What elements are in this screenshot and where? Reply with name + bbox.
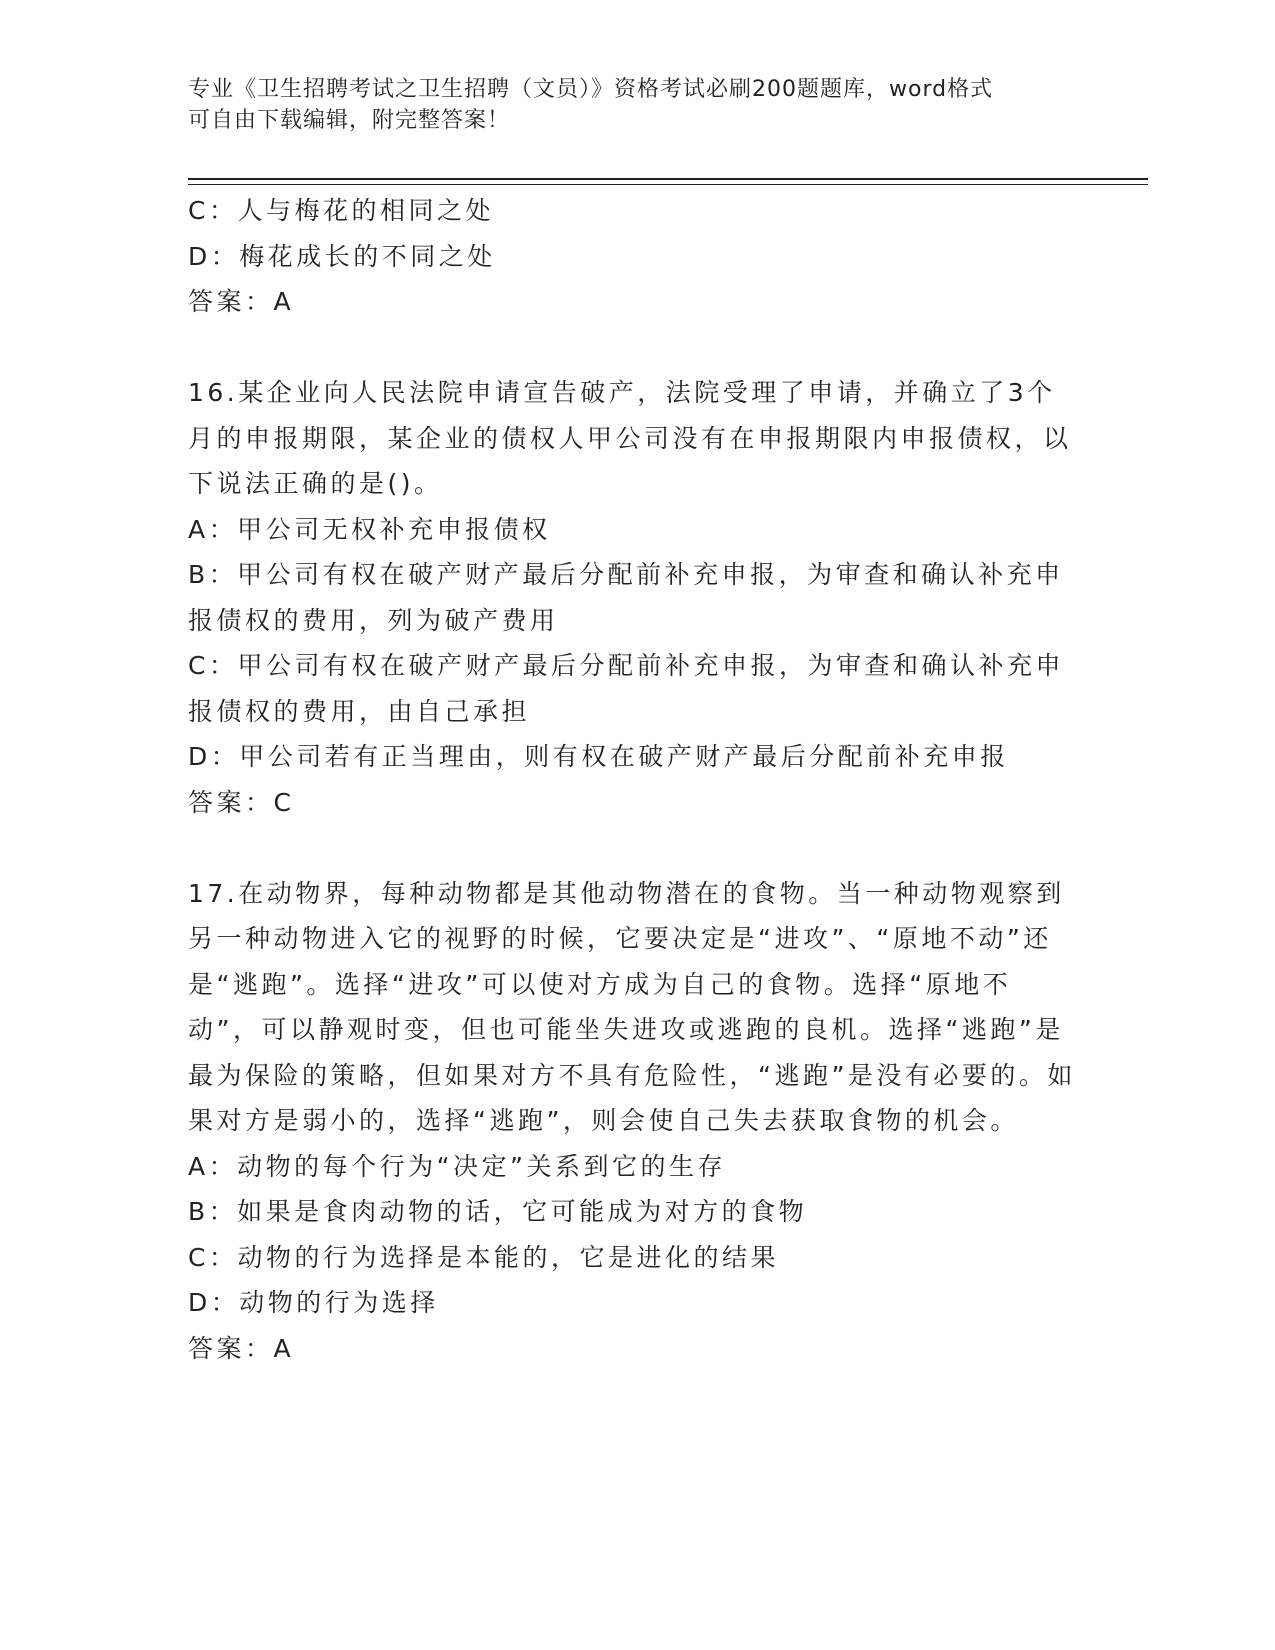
header-line-2: 可自由下载编辑，附完整答案！ [188,108,511,133]
question-content [188,188,1078,1371]
option-c: C：动物的行为选择是本能的，它是进化的结果 [188,1242,779,1272]
answer: 答案：A [188,1333,295,1363]
option-d: D：动物的行为选择 [188,1288,439,1317]
option-b: B：甲公司有权在破产财产最后分配前补充申报，为审查和确认补充申报债权的费用，列为破产费用 [188,560,1064,635]
option-d: D：梅花成长的不同之处 [188,241,496,271]
header-line-1: 专业《卫生招聘考试之卫生招聘（文员）》资格考试必刷200题题库，word格式 [188,77,994,102]
option-a: A：动物的每个行为“决定”关系到它的生存 [188,1151,727,1181]
option-b: B：如果是食肉动物的话，它可能成为对方的食物 [188,1197,808,1226]
option-a: A：甲公司无权补充申报债权 [188,514,551,544]
page-header [188,74,1088,136]
question-stem: 16.某企业向人民法院申请宣告破产，法院受理了申请，并确立了3个月的申报期限，某企业的债权人甲公司没有在申报期限内申报债权，以下说法正确的是()。 [188,378,1072,498]
option-c: C：甲公司有权在破产财产最后分配前补充申报，为审查和确认补充申报债权的费用，由自己承担 [188,651,1064,726]
header-divider-thin [188,184,1148,185]
previous-question-tail [188,188,1078,325]
option-d: D：甲公司若有正当理由，则有权在破产财产最后分配前补充申报 [188,742,1009,771]
header-divider-thick [188,178,1148,180]
question-16 [188,370,1078,825]
answer: 答案：C [188,787,295,817]
answer: 答案：A [188,287,295,316]
option-c: C：人与梅花的相同之处 [188,196,494,225]
question-17 [188,871,1078,1372]
question-stem: 17.在动物界，每种动物都是其他动物潜在的食物。当一种动物观察到另一种动物进入它的视野的时候，它要决定是“进攻”、“原地不动”还是“逃跑”。选择“进攻”可以使对方成为自己的食物。选择“原地不动”，可以静观时变，但也可能坐失进攻或逃跑的良机。选择“逃跑”是最为保险的策略，但如果对方不具有危险性，“逃跑”是没有必要的。如果对方是弱小的，选择“逃跑”，则会使自己失去获取食物的机会。 [188,878,1076,1135]
